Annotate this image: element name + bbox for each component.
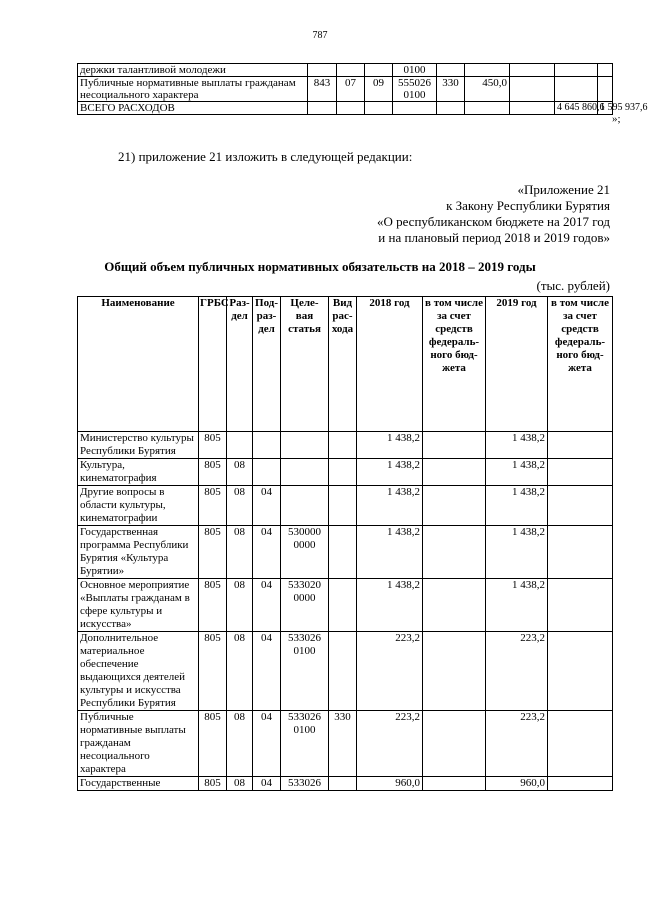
cell-razdel: 08	[227, 486, 253, 526]
continuation-table	[77, 63, 648, 115]
cell-podrazdel: 04	[253, 486, 281, 526]
closing-quote: »;	[612, 113, 621, 125]
cell-razdel: 08	[227, 579, 253, 632]
cell-grbs: 805	[199, 526, 227, 579]
table-row	[78, 579, 613, 632]
cell-name: держки талантливой молодежи	[78, 64, 308, 77]
cell-razdel: 08	[227, 777, 253, 791]
cell-2019-federal	[548, 711, 613, 777]
cell-2018: 1 438,2	[357, 486, 423, 526]
cell-target: 533020 0000	[281, 579, 329, 632]
cell-2019	[555, 77, 598, 102]
cell-2018-federal	[423, 777, 486, 791]
cell-podrazdel	[365, 102, 393, 115]
cell-2018: 960,0	[357, 777, 423, 791]
cell-grbs: 805	[199, 632, 227, 711]
cell-podrazdel: 04	[253, 579, 281, 632]
cell-2019: 1 438,2	[486, 579, 548, 632]
table-row	[78, 632, 613, 711]
cell-2019-federal	[598, 64, 613, 77]
appendix-header	[377, 182, 610, 246]
cell-2018	[465, 64, 510, 77]
cell-razdel: 08	[227, 459, 253, 486]
cell-2018: 450,0	[465, 77, 510, 102]
cell-2019: 960,0	[486, 777, 548, 791]
cell-razdel	[227, 432, 253, 459]
cell-2019-federal	[548, 526, 613, 579]
header-2019-federal: в том числе за счет средств федераль-ного бюд-жета	[548, 297, 613, 432]
cell-razdel: 07	[337, 77, 365, 102]
cell-grbs: 805	[199, 777, 227, 791]
table-row	[78, 77, 613, 102]
cell-name: Культура, кинематография	[78, 459, 199, 486]
cell-name: Государственная программа Республики Бурятия «Культура Бурятии»	[78, 526, 199, 579]
cell-2018: 1 438,2	[357, 432, 423, 459]
cell-target: 533026	[281, 777, 329, 791]
cell-podrazdel: 04	[253, 777, 281, 791]
cell-target: 530000 0000	[281, 526, 329, 579]
cell-2018: 223,2	[357, 711, 423, 777]
cell-name: Государственные	[78, 777, 199, 791]
document-title: Общий объем публичных нормативных обязательств на 2018 – 2019 годы	[104, 259, 536, 274]
cell-2019: 1 438,2	[486, 459, 548, 486]
cell-2018-federal	[423, 711, 486, 777]
cell-2019-federal	[548, 579, 613, 632]
cell-2019	[555, 64, 598, 77]
header-2019: 2019 год	[486, 297, 548, 432]
cell-2019-federal	[548, 459, 613, 486]
appendix-line: «Приложение 21	[517, 182, 610, 197]
table-row	[78, 526, 613, 579]
cell-2019: 4 645 860,6	[555, 102, 598, 115]
cell-podrazdel: 04	[253, 632, 281, 711]
cell-2019-federal: 1 595 937,6	[598, 102, 613, 115]
header-grbs: ГРБС	[199, 297, 227, 432]
header-razdel: Раз-дел	[227, 297, 253, 432]
cell-expense-type	[329, 432, 357, 459]
cell-name: Дополнительное материальное обеспечение выдающихся деятелей культуры и искусства Республики Бурятия	[78, 632, 199, 711]
table-row	[78, 432, 613, 459]
cell-2018: 223,2	[357, 632, 423, 711]
cell-grbs	[308, 64, 337, 77]
cell-name: Публичные нормативные выплаты гражданам несоциального характера	[78, 77, 308, 102]
cell-expense-type: 330	[437, 77, 465, 102]
cell-expense-type	[329, 632, 357, 711]
cell-podrazdel	[253, 459, 281, 486]
cell-2019: 223,2	[486, 711, 548, 777]
cell-2018-federal	[423, 432, 486, 459]
obligations-table	[77, 296, 613, 791]
cell-target: 533026 0100	[281, 632, 329, 711]
cell-2019: 1 438,2	[486, 526, 548, 579]
cell-grbs: 805	[199, 711, 227, 777]
header-2018-federal: в том числе за счет средств федераль-ного бюд-жета	[423, 297, 486, 432]
page-number: 787	[312, 30, 328, 41]
cell-target	[393, 102, 437, 115]
cell-name: Основное мероприятие «Выплаты гражданам в сфере культуры и искусства»	[78, 579, 199, 632]
cell-2019-federal	[548, 632, 613, 711]
cell-2019-federal	[598, 77, 613, 102]
cell-grbs: 805	[199, 486, 227, 526]
cell-2018-federal	[423, 486, 486, 526]
table-row	[78, 459, 613, 486]
table-row	[78, 711, 613, 777]
cell-name: Министерство культуры Республики Бурятия	[78, 432, 199, 459]
cell-grbs	[308, 102, 337, 115]
cell-target: 533026 0100	[281, 711, 329, 777]
cell-2018-federal	[510, 64, 555, 77]
cell-2018-federal	[423, 632, 486, 711]
cell-2019-federal	[548, 486, 613, 526]
cell-2018-federal	[423, 526, 486, 579]
cell-2018: 1 438,2	[357, 459, 423, 486]
header-expense-type: Вид рас-хода	[329, 297, 357, 432]
cell-grbs: 805	[199, 579, 227, 632]
cell-expense-type	[329, 486, 357, 526]
header-target: Целе-вая статья	[281, 297, 329, 432]
cell-target	[281, 432, 329, 459]
cell-name: Другие вопросы в области культуры, кинематографии	[78, 486, 199, 526]
appendix-line: к Закону Республики Бурятия	[446, 198, 610, 213]
cell-grbs: 805	[199, 459, 227, 486]
instruction-text: 21) приложение 21 изложить в следующей редакции:	[118, 149, 413, 164]
cell-name: ВСЕГО РАСХОДОВ	[78, 102, 308, 115]
cell-target	[281, 486, 329, 526]
cell-podrazdel: 09	[365, 77, 393, 102]
cell-target: 555026 0100	[393, 77, 437, 102]
cell-target: 0100	[393, 64, 437, 77]
cell-expense-type	[437, 102, 465, 115]
header-2018: 2018 год	[357, 297, 423, 432]
cell-2019: 223,2	[486, 632, 548, 711]
cell-2019-federal	[548, 432, 613, 459]
cell-razdel	[337, 102, 365, 115]
cell-podrazdel: 04	[253, 711, 281, 777]
cell-2018	[465, 102, 510, 115]
table-row	[78, 102, 613, 115]
header-row	[78, 297, 613, 432]
cell-razdel	[337, 64, 365, 77]
cell-2018-federal	[423, 459, 486, 486]
header-name: Наименование	[78, 297, 199, 432]
cell-razdel: 08	[227, 711, 253, 777]
table-row	[78, 486, 613, 526]
cell-2019: 1 438,2	[486, 486, 548, 526]
cell-expense-type: 330	[329, 711, 357, 777]
appendix-line: и на плановый период 2018 и 2019 годов»	[378, 230, 610, 245]
cell-2019-federal	[548, 777, 613, 791]
cell-expense-type	[329, 579, 357, 632]
cell-2018: 1 438,2	[357, 526, 423, 579]
cell-podrazdel: 04	[253, 526, 281, 579]
cell-name: Публичные нормативные выплаты гражданам несоциального характера	[78, 711, 199, 777]
table-row	[78, 64, 613, 77]
cell-podrazdel	[253, 432, 281, 459]
cell-expense-type	[329, 777, 357, 791]
cell-2018-federal	[510, 102, 555, 115]
cell-target	[281, 459, 329, 486]
cell-razdel: 08	[227, 526, 253, 579]
cell-podrazdel	[365, 64, 393, 77]
header-podrazdel: Под-раз-дел	[253, 297, 281, 432]
appendix-line: «О республиканском бюджете на 2017 год	[376, 214, 610, 229]
cell-razdel: 08	[227, 632, 253, 711]
cell-2018: 1 438,2	[357, 579, 423, 632]
cell-2019: 1 438,2	[486, 432, 548, 459]
cell-grbs: 805	[199, 432, 227, 459]
units-label: (тыс. рублей)	[536, 278, 610, 293]
cell-expense-type	[329, 459, 357, 486]
table-row	[78, 777, 613, 791]
cell-2018-federal	[510, 77, 555, 102]
cell-2018-federal	[423, 579, 486, 632]
cell-expense-type	[437, 64, 465, 77]
cell-expense-type	[329, 526, 357, 579]
cell-grbs: 843	[308, 77, 337, 102]
